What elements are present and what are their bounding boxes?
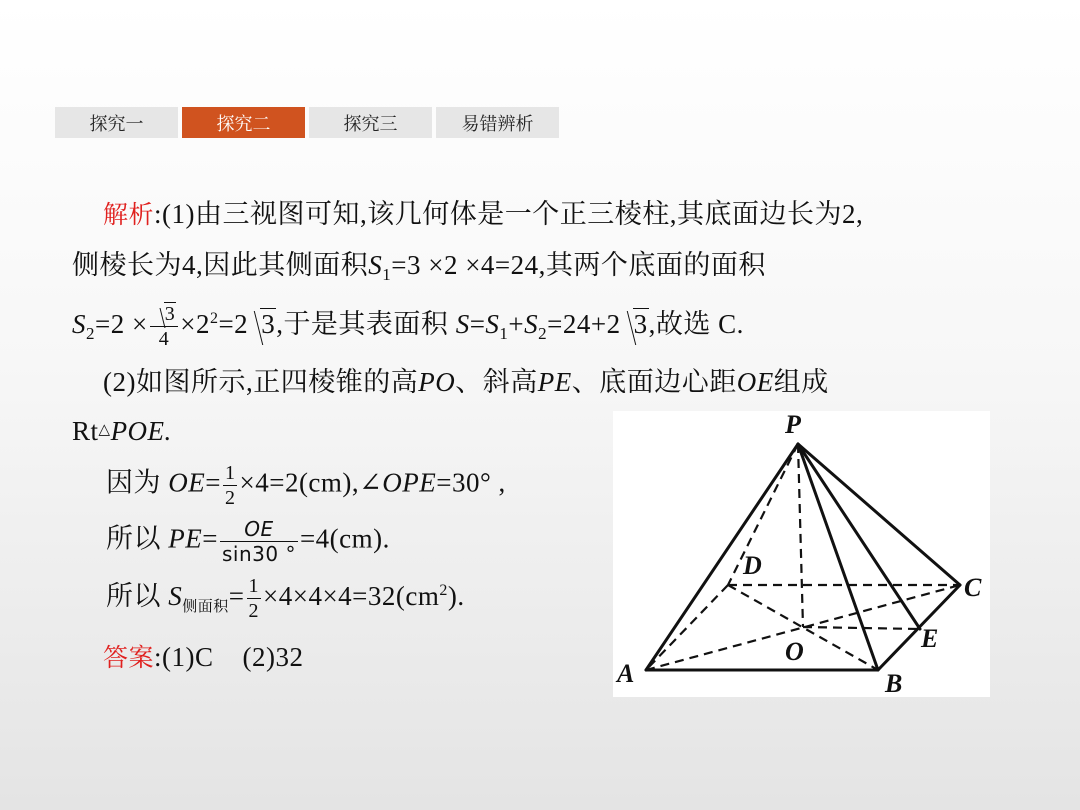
math-var: PE xyxy=(537,367,572,397)
numerator: OE xyxy=(244,517,274,541)
pyramid-diagram xyxy=(613,411,990,697)
pyramid-figure xyxy=(613,411,990,697)
solution-line-7 xyxy=(106,519,390,564)
text: + xyxy=(508,309,525,339)
text: ,故选 C. xyxy=(648,309,744,339)
fraction xyxy=(247,576,262,621)
radicand: 3 xyxy=(164,303,176,326)
math-var: OPE xyxy=(382,467,437,498)
tab-error-analysis[interactable]: 易错辨析 xyxy=(436,107,559,138)
text: Rt xyxy=(72,416,99,446)
solution-line-5 xyxy=(72,413,172,448)
text: 、斜高 xyxy=(455,367,538,397)
tab-explore-2[interactable]: 探究二 xyxy=(182,107,305,138)
superscript: 2 xyxy=(439,582,448,599)
triangle-symbol: △ xyxy=(98,422,111,438)
solution-label: 解析 xyxy=(103,200,155,229)
edge-PA xyxy=(646,444,798,670)
text: =3 ×2 ×4=24,其两个底面的面积 xyxy=(391,250,766,280)
edge-BC xyxy=(878,585,960,670)
text: = xyxy=(202,523,218,554)
radicand: 3 xyxy=(633,309,648,339)
answer-line xyxy=(103,640,304,675)
solution-text: :(1)由三视图可知,该几何体是一个正三棱柱,其底面边长为2, xyxy=(154,199,864,229)
subscript: 1 xyxy=(499,324,509,343)
tab-bar xyxy=(55,107,559,138)
math-var: OE xyxy=(736,367,774,397)
solution-line-3 xyxy=(72,302,744,351)
sqrt xyxy=(621,307,649,341)
subscript: 2 xyxy=(86,324,95,343)
text: (2)如图所示,正四棱锥的高 xyxy=(103,367,419,397)
numerator: 1 xyxy=(224,462,236,484)
solution-line-6 xyxy=(106,463,506,508)
numerator: 1 xyxy=(248,575,259,598)
radicand: 3 xyxy=(261,309,276,339)
solution-line-4 xyxy=(103,365,829,399)
sqrt xyxy=(152,304,177,324)
text: ×4=2(cm),∠ xyxy=(239,467,383,498)
label-A: A xyxy=(617,659,635,688)
text: ). xyxy=(447,581,465,611)
text: =2 xyxy=(218,309,249,339)
edge-PD xyxy=(728,444,798,585)
math-var: PO xyxy=(418,367,456,397)
denominator: sin30 ° xyxy=(221,542,296,566)
text: ,于是其表面积 xyxy=(276,309,456,339)
edge-PE xyxy=(798,444,920,629)
text: ×2 xyxy=(180,309,210,339)
math-var: S xyxy=(524,309,539,339)
math-var: S xyxy=(485,309,500,339)
math-var: OE xyxy=(168,467,206,498)
fraction xyxy=(220,519,298,564)
edge-PO xyxy=(798,444,803,627)
text: = xyxy=(469,309,486,339)
subscript: 1 xyxy=(382,265,392,284)
text: 组成 xyxy=(773,367,829,397)
text: 侧棱长为4,因此其侧面积 xyxy=(72,250,369,280)
solution-line-2 xyxy=(72,248,766,292)
text: =4(cm). xyxy=(299,523,390,554)
text: = xyxy=(228,581,245,611)
solution-line-8 xyxy=(106,574,465,623)
text: =30° , xyxy=(436,467,506,498)
text: 因为 xyxy=(106,467,169,498)
tab-explore-3[interactable]: 探究三 xyxy=(309,107,432,138)
label-B: B xyxy=(885,669,903,697)
edge-DA xyxy=(646,585,728,670)
fraction xyxy=(150,304,179,349)
math-var: S xyxy=(455,309,470,339)
answer-label: 答案 xyxy=(103,643,155,672)
denominator: 2 xyxy=(224,487,236,509)
label-D: D xyxy=(743,551,762,580)
text: ×4×4×4=32(cm xyxy=(263,581,440,611)
math-var: POE. xyxy=(110,416,172,446)
denominator: 2 xyxy=(248,600,259,623)
math-var: S xyxy=(168,581,183,611)
solution-line-1 xyxy=(103,197,863,232)
math-var: S xyxy=(368,250,383,280)
text: 所以 xyxy=(106,581,169,611)
text: = xyxy=(205,467,221,498)
label-C: C xyxy=(964,573,982,602)
math-var: PE xyxy=(168,523,203,554)
text: =24+2 xyxy=(547,309,621,339)
vertex-labels xyxy=(615,411,982,697)
superscript: 2 xyxy=(209,310,219,327)
denominator: 4 xyxy=(150,326,179,349)
text: =2 × xyxy=(95,309,148,339)
text: 所以 xyxy=(106,523,169,554)
subscript: 2 xyxy=(538,324,548,343)
math-var: S xyxy=(72,309,86,339)
label-E: E xyxy=(921,624,939,653)
label-P: P xyxy=(785,411,801,439)
label-O: O xyxy=(785,637,804,666)
fraction xyxy=(223,463,238,508)
subscript: 侧面积 xyxy=(182,597,229,615)
tab-explore-1[interactable]: 探究一 xyxy=(55,107,178,138)
sqrt xyxy=(248,307,276,341)
text: 、底面边心距 xyxy=(571,367,737,397)
answer-text: :(1)C (2)32 xyxy=(154,642,304,672)
